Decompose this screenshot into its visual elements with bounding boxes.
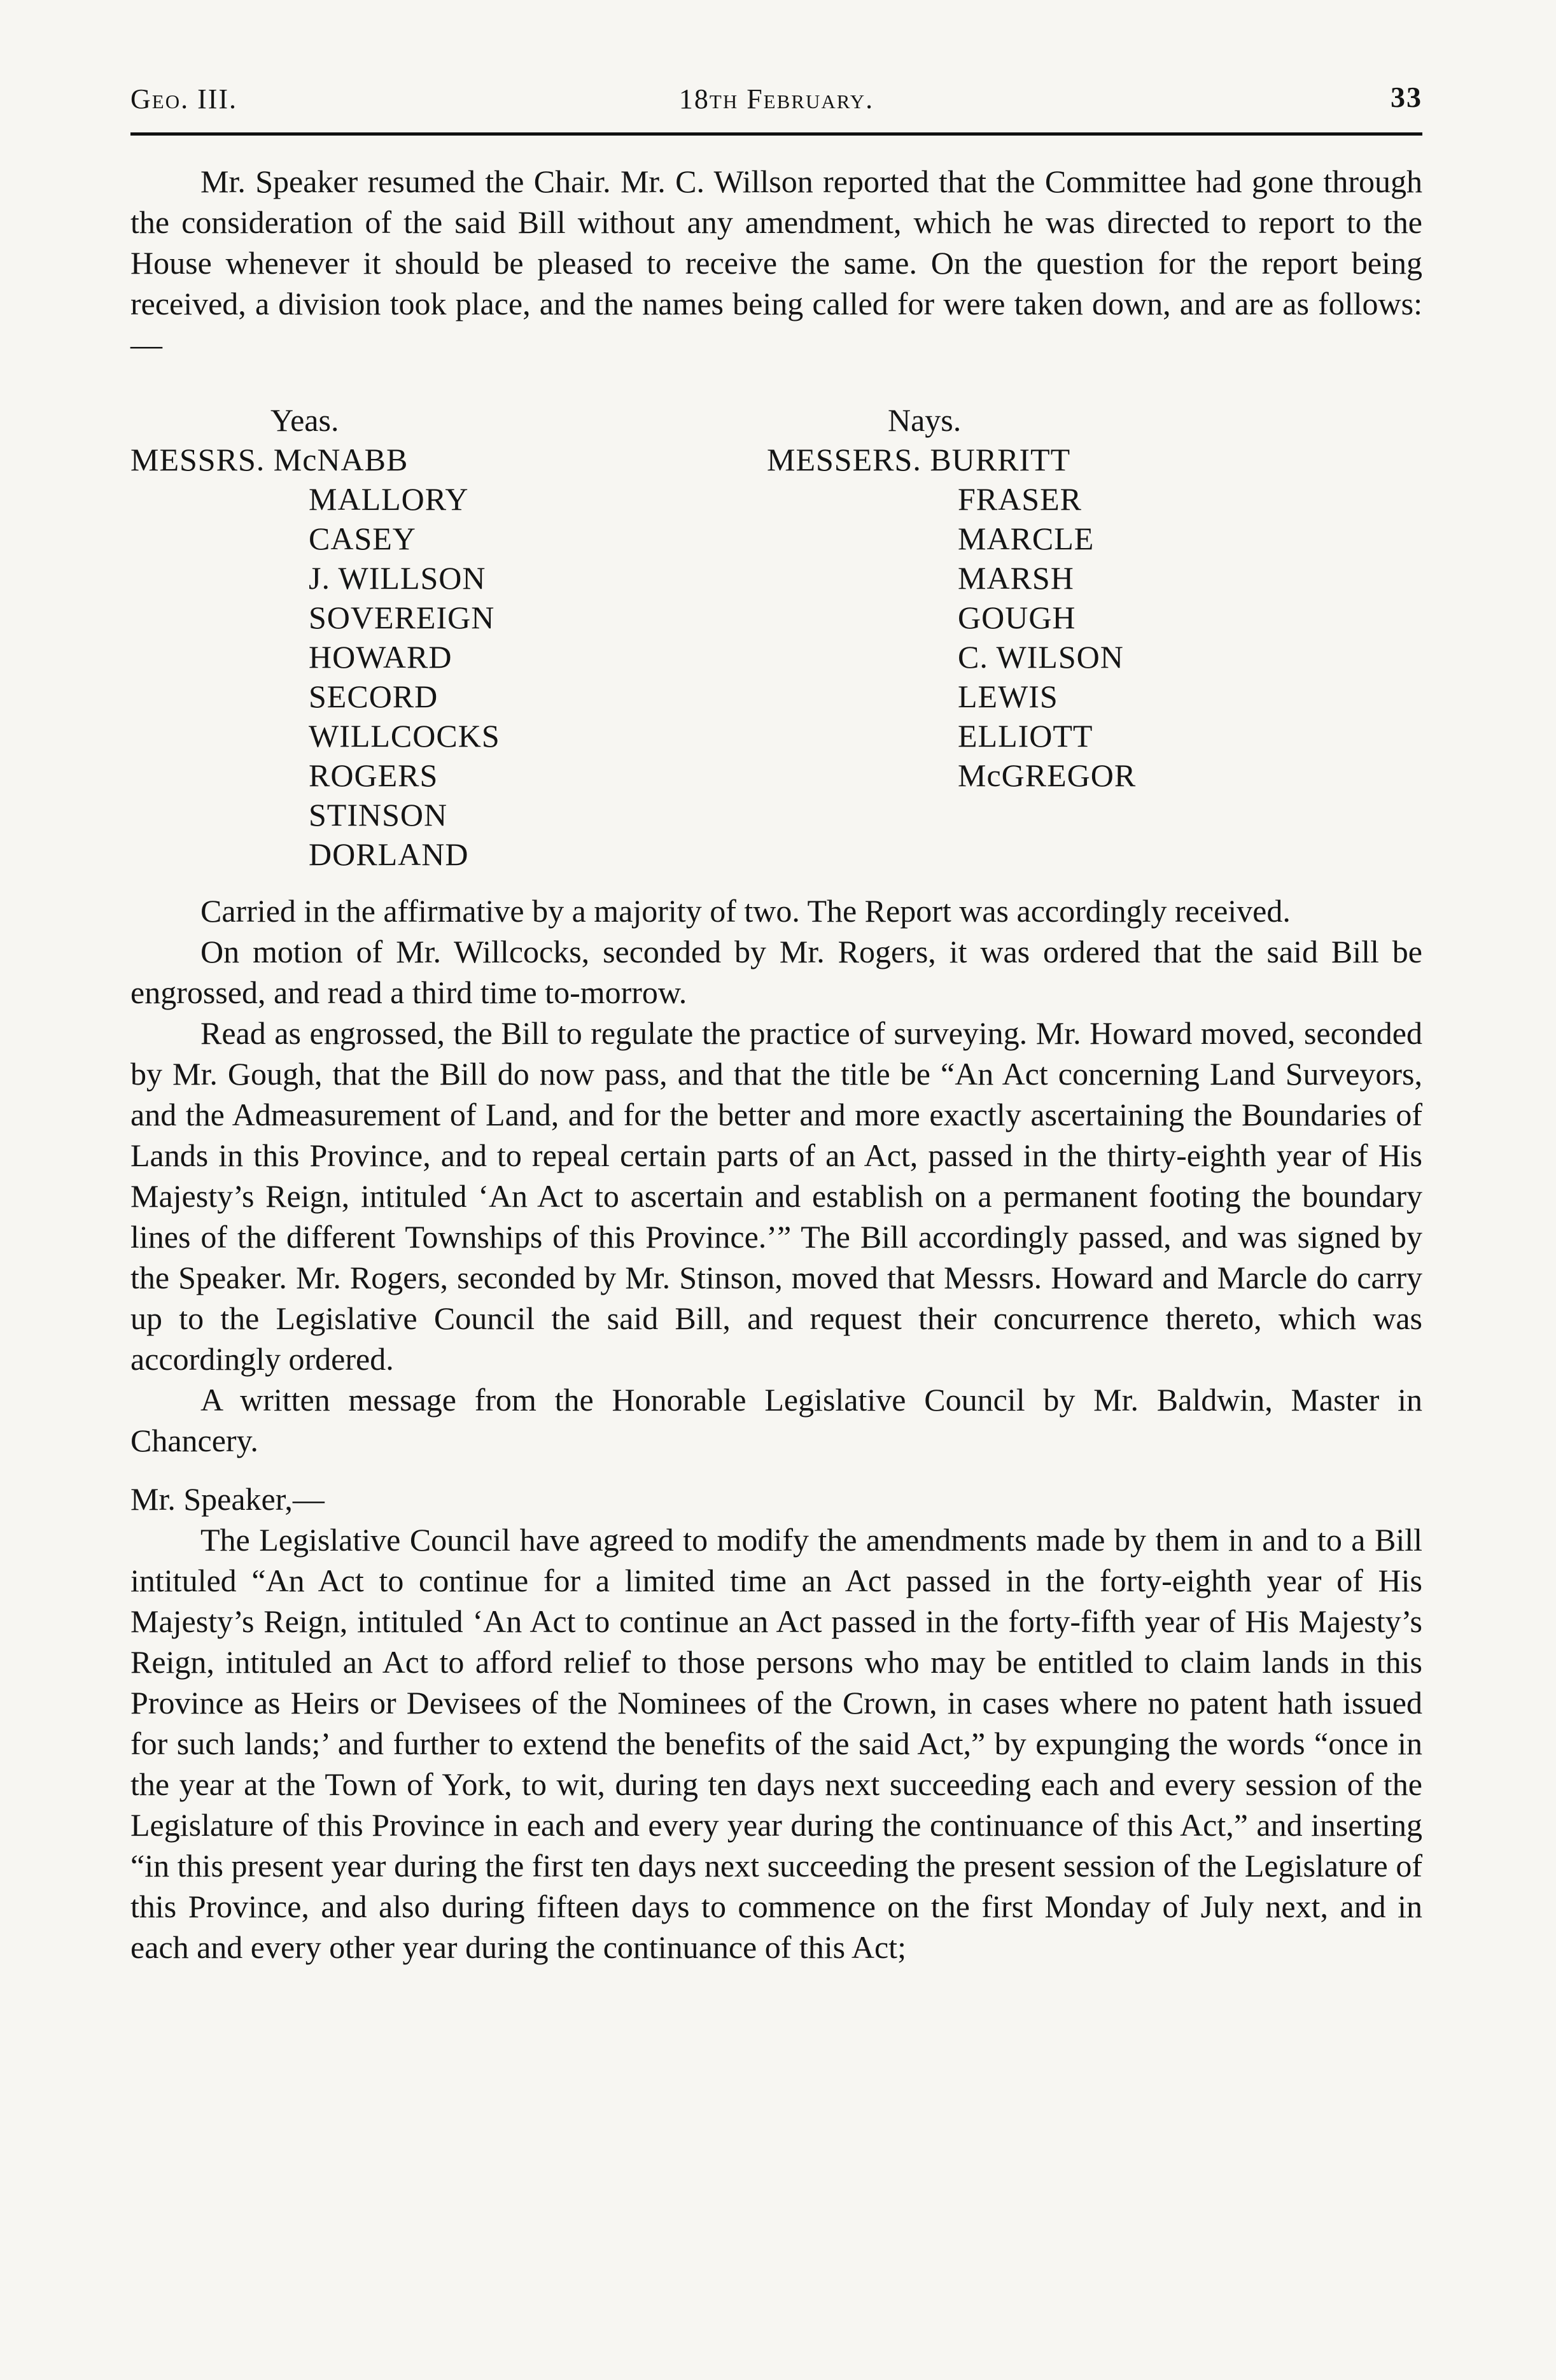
header-rule bbox=[130, 132, 1422, 136]
nay-name: C. WILSON bbox=[958, 639, 1124, 675]
paragraph-council-message: A written message from the Honorable Legislative Council by Mr. Baldwin, Master in Chancery. bbox=[130, 1382, 1422, 1458]
running-head bbox=[130, 75, 1422, 116]
yea-name: J. WILLSON bbox=[309, 560, 486, 596]
yea-name: MESSRS. McNABB bbox=[130, 442, 409, 477]
yea-name: ROGERS bbox=[309, 757, 438, 793]
nay-name: MARCLE bbox=[958, 521, 1095, 556]
paragraph-council-amendments: The Legislative Council have agreed to modify the amendments made by them in and to a Bill intituled “An Act to continue for a limited time an Act passed in the forty-eighth year of His Majesty’s Reign, intituled ‘An Act to continue an Act passed in the forty-fifth year of His Majesty’s Reign, intituled an Act to afford relief to those persons who may be entitled to claim lands in this Province as Heirs or Devisees of the Nominees of the Crown, in cases where no patent hath issued for such lands;’ and further to extend the benefits of the said Act,” by expunging the words “once in the year at the Town of York, to wit, during ten days next succeeding each and every session of the Legislature of this Province in each and every year during the continuance of this Act,” and inserting “in this present year during the first ten days next succeeding the present session of the Legislature of this Province, and also during fifteen days to commence on the first Monday of July next, and in each and every other year during the continuance of this Act; bbox=[130, 1522, 1422, 1965]
yeas-column bbox=[130, 400, 500, 874]
nays-heading: Nays. bbox=[888, 402, 962, 438]
page-number: 33 bbox=[1391, 81, 1422, 113]
paragraph-carried: Carried in the affirmative by a majority of two. The Report was accordingly received. bbox=[200, 893, 1291, 929]
paragraph-surveying-bill: Read as engrossed, the Bill to regulate the practice of surveying. Mr. Howard moved, seconded by Mr. Gough, that the Bill do now pass, and that the title be “An Act concerning Land Surveyors, and the Admeasurement of Land, and for the better and more exactly ascertaining the Boundaries of Lands in this Province, and to repeal certain parts of an Act, passed in the thirty-eighth year of His Majesty’s Reign, intituled ‘An Act to ascertain and establish on a permanent footing the boundary lines of the different Townships of this Province.’” The Bill accordingly passed, and was signed by the Speaker. Mr. Rogers, seconded by Mr. Stinson, moved that Messrs. Howard and Marcle do carry up to the Legislative Council the said Bill, and request their concurrence thereto, which was accordingly ordered. bbox=[130, 1015, 1422, 1377]
yea-name: WILLCOCKS bbox=[309, 718, 500, 754]
yea-name: DORLAND bbox=[309, 836, 469, 872]
yea-name: SOVEREIGN bbox=[309, 600, 495, 635]
yeas-heading: Yeas. bbox=[270, 402, 339, 438]
yea-name: CASEY bbox=[309, 521, 416, 556]
nay-name: FRASER bbox=[958, 481, 1082, 517]
yea-name: STINSON bbox=[309, 797, 448, 833]
yeas-names bbox=[130, 440, 500, 874]
division-list bbox=[130, 400, 1422, 872]
yea-name: HOWARD bbox=[309, 639, 452, 675]
yea-name: MALLORY bbox=[309, 481, 469, 517]
salutation: Mr. Speaker,— bbox=[130, 1481, 325, 1517]
intro-paragraph: Mr. Speaker resumed the Chair. Mr. C. Willson reported that the Committee had gone through the consideration of the said Bill without any amendment, which he was directed to report to the House whenever it should be pleased to receive the same. On the question for the report being received, a division took place, and the names being called for were taken down, and are as follows:— bbox=[130, 164, 1422, 362]
nay-name: LEWIS bbox=[958, 679, 1058, 714]
yea-name: SECORD bbox=[309, 679, 438, 714]
running-head-reign: Geo. III. bbox=[130, 83, 238, 115]
running-head-date: 18th February. bbox=[678, 83, 874, 115]
nay-name: MESSERS. BURRITT bbox=[767, 442, 1071, 477]
nay-name: GOUGH bbox=[958, 600, 1076, 635]
nay-name: MARSH bbox=[958, 560, 1074, 596]
paragraph-engross-motion: On motion of Mr. Willcocks, seconded by Mr. Rogers, it was ordered that the said Bill be engrossed, and read a third time to-morrow. bbox=[130, 934, 1422, 1010]
nays-names bbox=[767, 440, 1136, 795]
nays-column bbox=[767, 400, 1136, 795]
nay-name: ELLIOTT bbox=[958, 718, 1093, 754]
nay-name: McGREGOR bbox=[958, 757, 1137, 793]
